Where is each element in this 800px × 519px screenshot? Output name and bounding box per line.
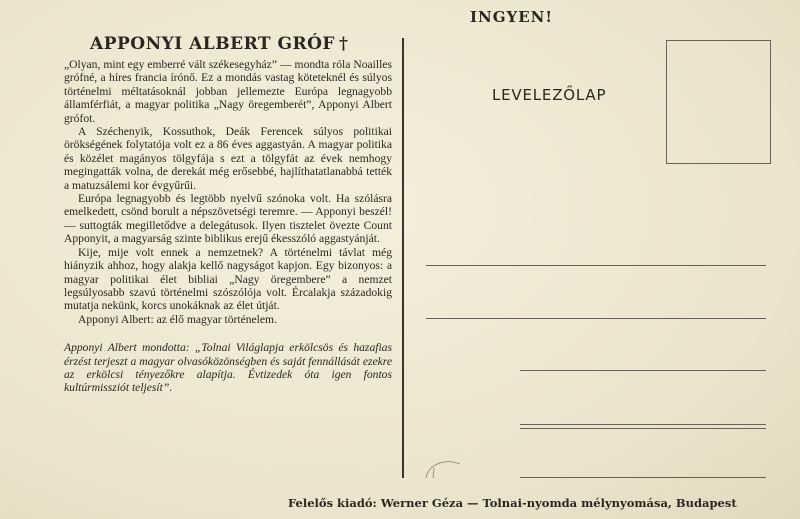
center-divider xyxy=(402,38,404,478)
pencil-mark xyxy=(420,456,466,482)
article-title xyxy=(90,34,390,54)
address-line-5 xyxy=(520,428,766,429)
cross-symbol: † xyxy=(339,34,349,54)
article-body xyxy=(64,58,392,395)
address-line-4 xyxy=(520,424,766,425)
address-line-1 xyxy=(426,265,766,266)
paragraph-5: Apponyi Albert: az élő magyar történelem. xyxy=(78,312,277,326)
free-label: INGYEN! xyxy=(470,8,553,26)
paragraph-4: Kije, mije volt ennek a nemzetnek? A történelmi távlat még hiányzik ahhoz, hogy alakja kellő nagyságot kapjon. Egy bizonyos: a magyar politikai élet bibliai „Nagy öregembere” a nemzet legsúlyosabb szavú történelmi szószólója volt. Ércalakja századokig mutatja nekünk, korcs unokáknak az élet útját. xyxy=(64,245,392,313)
paragraph-1: „Olyan, mint egy emberré vált székesegyház” — mondta róla Noailles grófné, a híres francia írónő. Ez a mondás vastag köteteknél és súlyos történelmi méltatásoknál jobban jellemezte Európa legnagyobb államférfiát, a magyar politika „Nagy öregemberét”, Apponyi Albert grófot. xyxy=(64,58,392,125)
title-text: APPONYI ALBERT GRÓF xyxy=(90,34,336,54)
card-label: LEVELEZŐLAP xyxy=(492,86,607,104)
paragraph-2: A Széchenyik, Kossuthok, Deák Ferencek súlyos politikai örökségének folytatója volt ez a 86 éves aggastyán. A magyar politika és közélet magányos tölgyfája s ezt a tölgyfát az évek nemhogy megingatták volna, de derekát még erősebbé, hajlíthatatlanabbá tették a matuzsálemi kor évgyűrűi. xyxy=(64,125,392,192)
address-line-2 xyxy=(426,318,766,319)
address-line-6 xyxy=(520,477,766,478)
address-line-3 xyxy=(520,370,766,371)
paragraph-3: Európa legnagyobb és legtöbb nyelvű szónoka volt. Ha szólásra emelkedett, csönd borult a népszövetségi teremre. — Apponyi beszél! — suttogták megilletődve a delegátusok. Ilyen tisztelet övezte Count Apponyit, a magyarság szinte biblikus erejű ékesszóló aggastyánját. xyxy=(64,192,392,246)
publisher-footer: Felelős kiadó: Werner Géza — Tolnai-nyomda mélynyomása, Budapest xyxy=(288,496,737,510)
publisher-note: Apponyi Albert mondotta: „Tolnai Világlapja erkölcsös és hazafias érzést terjeszt a magyar olvasóközönségben és saját fennállását ezekre az erkölcsi tényezőkre alapítja. Évtizedek óta igen fontos kultúrmissziót teljesít”. xyxy=(64,341,392,395)
stamp-box xyxy=(666,40,771,164)
